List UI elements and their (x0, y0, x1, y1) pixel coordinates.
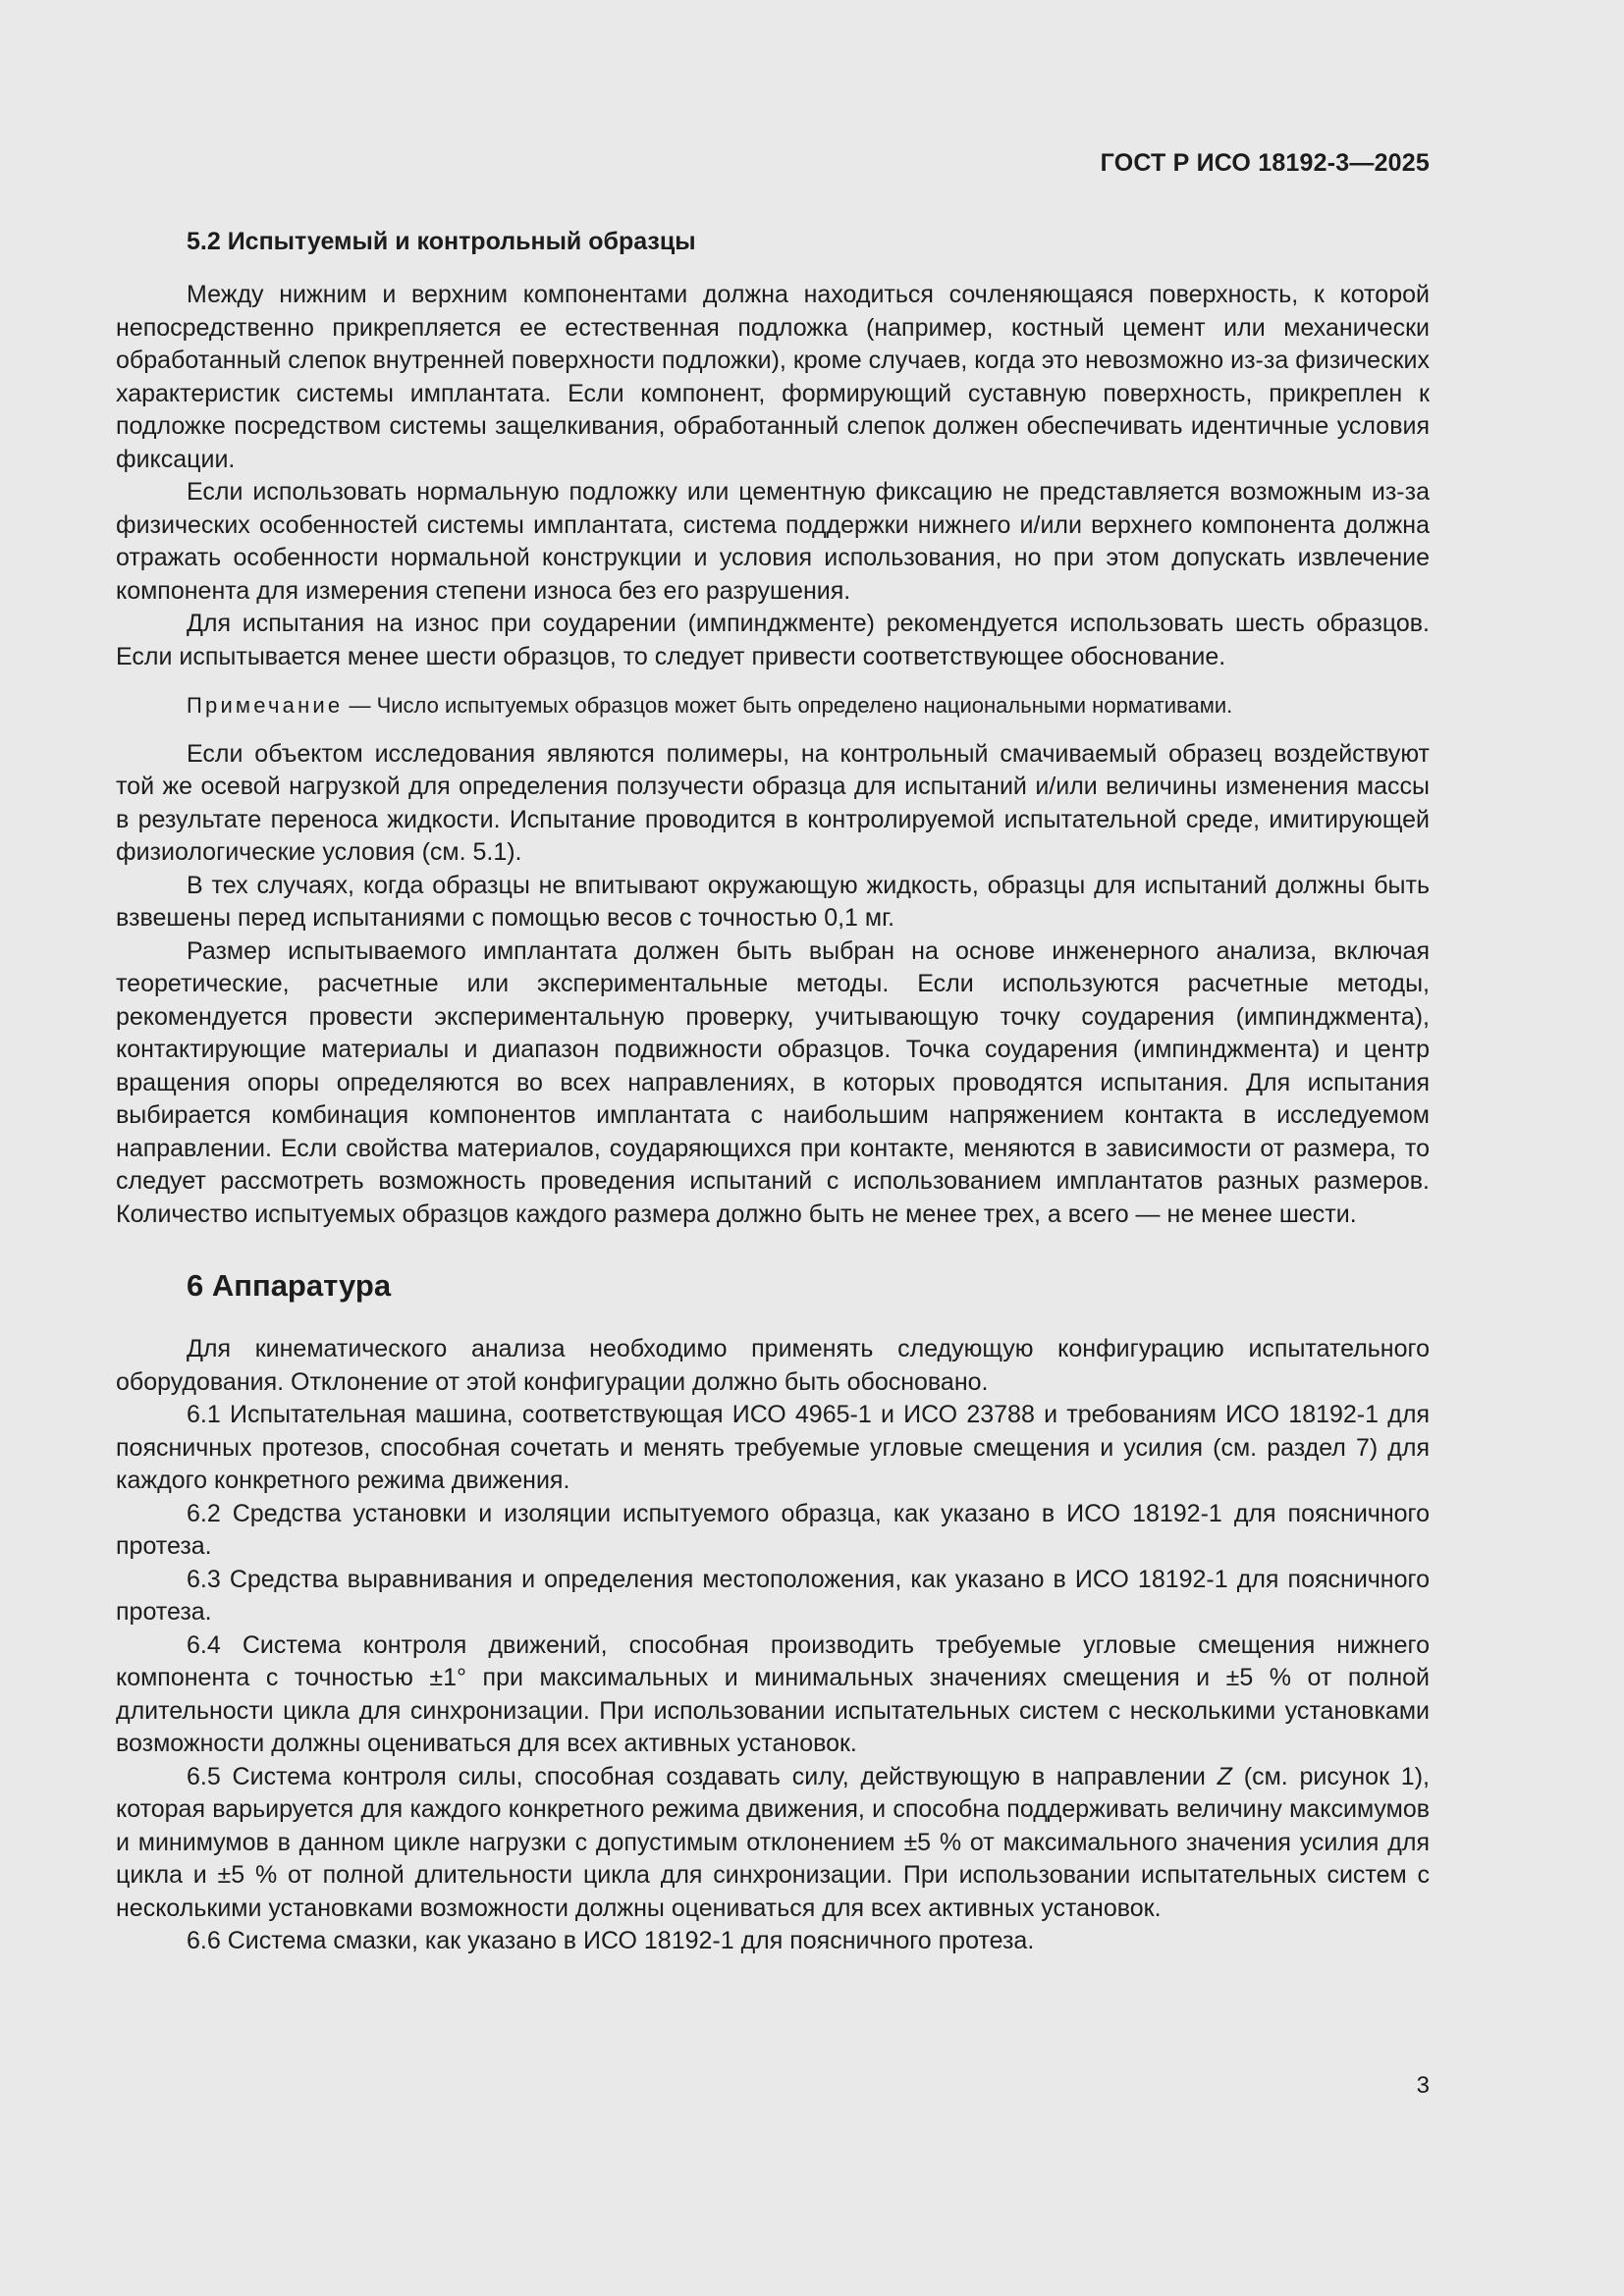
page-number: 3 (1416, 2072, 1430, 2099)
item-text: 6.5 Система контроля силы, способная создавать силу, действующую в направлении (187, 1762, 1218, 1790)
list-item: 6.3 Средства выравнивания и определения местоположения, как указано в ИСО 18192-1 для поясничного протеза. (116, 1565, 1430, 1626)
list-item: 6.1 Испытательная машина, соответствующая ИСО 4965-1 и ИСО 23788 и требованиям ИСО 18192-1 для поясничных протезов, способная сочетать и менять требуемые угловые смещения и усилия (см. раздел 7) для каждого конкретного режима движения. (116, 1401, 1430, 1494)
note (116, 689, 1430, 722)
list-item (116, 1761, 1430, 1926)
item-text: (см. рисунок 1), которая варьируется для каждого конкретного режима движения, и способна поддерживать величину максимумов и минимумов в данном цикле нагрузки с допустимым отклонением ±5 % от максимального значения усилия для цикла и ±5 % от полной длительности цикла для синхронизации. При использовании испытательных систем с несколькими установками возможности должны оцениваться для всех активных установок. (116, 1762, 1430, 1922)
section-heading-6: 6 Аппаратура (187, 1268, 392, 1303)
list-item: 6.6 Система смазки, как указано в ИСО 18192-1 для поясничного протеза. (187, 1927, 1035, 1954)
list-item: 6.4 Система контроля движений, способная производить требуемые угловые смещения нижнего компонента с точностью ±1° при максимальных и минимальных значениях смещения и ±5 % от полной длительности цикла для синхронизации. При использовании испытательных систем с несколькими установками возможности должны оцениваться для всех активных установок. (116, 1630, 1430, 1757)
paragraph: Если использовать нормальную подложку или цементную фиксацию не представляется возможным из-за физических особенностей системы имплантата, система поддержки нижнего и/или верхнего компонента должна отражать особенности нормальной конструкции и условия использования, но при этом допускать извлечение компонента для измерения степени износа без его разрушения. (116, 478, 1430, 605)
paragraph: Между нижним и верхним компонентами должна находиться сочленяющаяся поверхность, к которой непосредственно прикрепляется ее естественная подложка (например, костный цемент или механически обработанный слепок внутренней поверхности подложки), кроме случаев, когда это невозможно из-за физических характеристик системы имплантата. Если компонент, формирующий суставную поверхность, прикреплен к подложке посредством системы защелкивания, обработанный слепок должен обеспечивать идентичные условия фиксации. (116, 281, 1430, 473)
note-label: Примечание (187, 693, 344, 718)
axis-symbol: Z (1217, 1762, 1232, 1790)
paragraph: Если объектом исследования являются полимеры, на контрольный смачиваемый образец воздействуют той же осевой нагрузкой для определения ползучести образца для испытаний и/или величины изменения массы в результате переноса жидкости. Испытание проводится в контролируемой испытательной среде, имитирующей физиологические условия (см. 5.1). (116, 739, 1430, 866)
note-text: — Число испытуемых образцов может быть определено национальными нормативами. (343, 693, 1233, 718)
paragraph: Для испытания на износ при соударении (импинджменте) рекомендуется использовать шесть образцов. Если испытывается менее шести образцов, то следует привести соответствующее обоснование. (116, 610, 1430, 670)
paragraph: В тех случаях, когда образцы не впитывают окружающую жидкость, образцы для испытаний должны быть взвешены перед испытаниями с помощью весов с точностью 0,1 мг. (116, 871, 1430, 932)
paragraph: Для кинематического анализа необходимо применять следующую конфигурацию испытательного оборудования. Отклонение от этой конфигурации должно быть обосновано. (116, 1335, 1430, 1396)
list-item: 6.2 Средства установки и изоляции испытуемого образца, как указано в ИСО 18192-1 для поясничного протеза. (116, 1499, 1430, 1560)
subsection-heading-5-2: 5.2 Испытуемый и контрольный образцы (187, 228, 696, 255)
page-content (116, 224, 1430, 1958)
document-id-header: ГОСТ Р ИСО 18192-3—2025 (1100, 149, 1430, 177)
paragraph: Размер испытываемого имплантата должен быть выбран на основе инженерного анализа, включая теоретические, расчетные или экспериментальные методы. Если используются расчетные методы, рекомендуется провести экспериментальную проверку, учитывающую точку соударения (импинджмента), контактирующие материалы и диапазон подвижности образцов. Точка соударения (импинджмента) и центр вращения опоры определяются во всех направлениях, в которых проводятся испытания. Для испытания выбирается комбинация компонентов имплантата с наибольшим напряжением контакта в исследуемом направлении. Если свойства материалов, соударяющихся при контакте, меняются в зависимости от размера, то следует рассмотреть возможность проведения испытаний с использованием имплантатов разных размеров. Количество испытуемых образцов каждого размера должно быть не менее трех, а всего — не менее шести. (116, 936, 1430, 1228)
